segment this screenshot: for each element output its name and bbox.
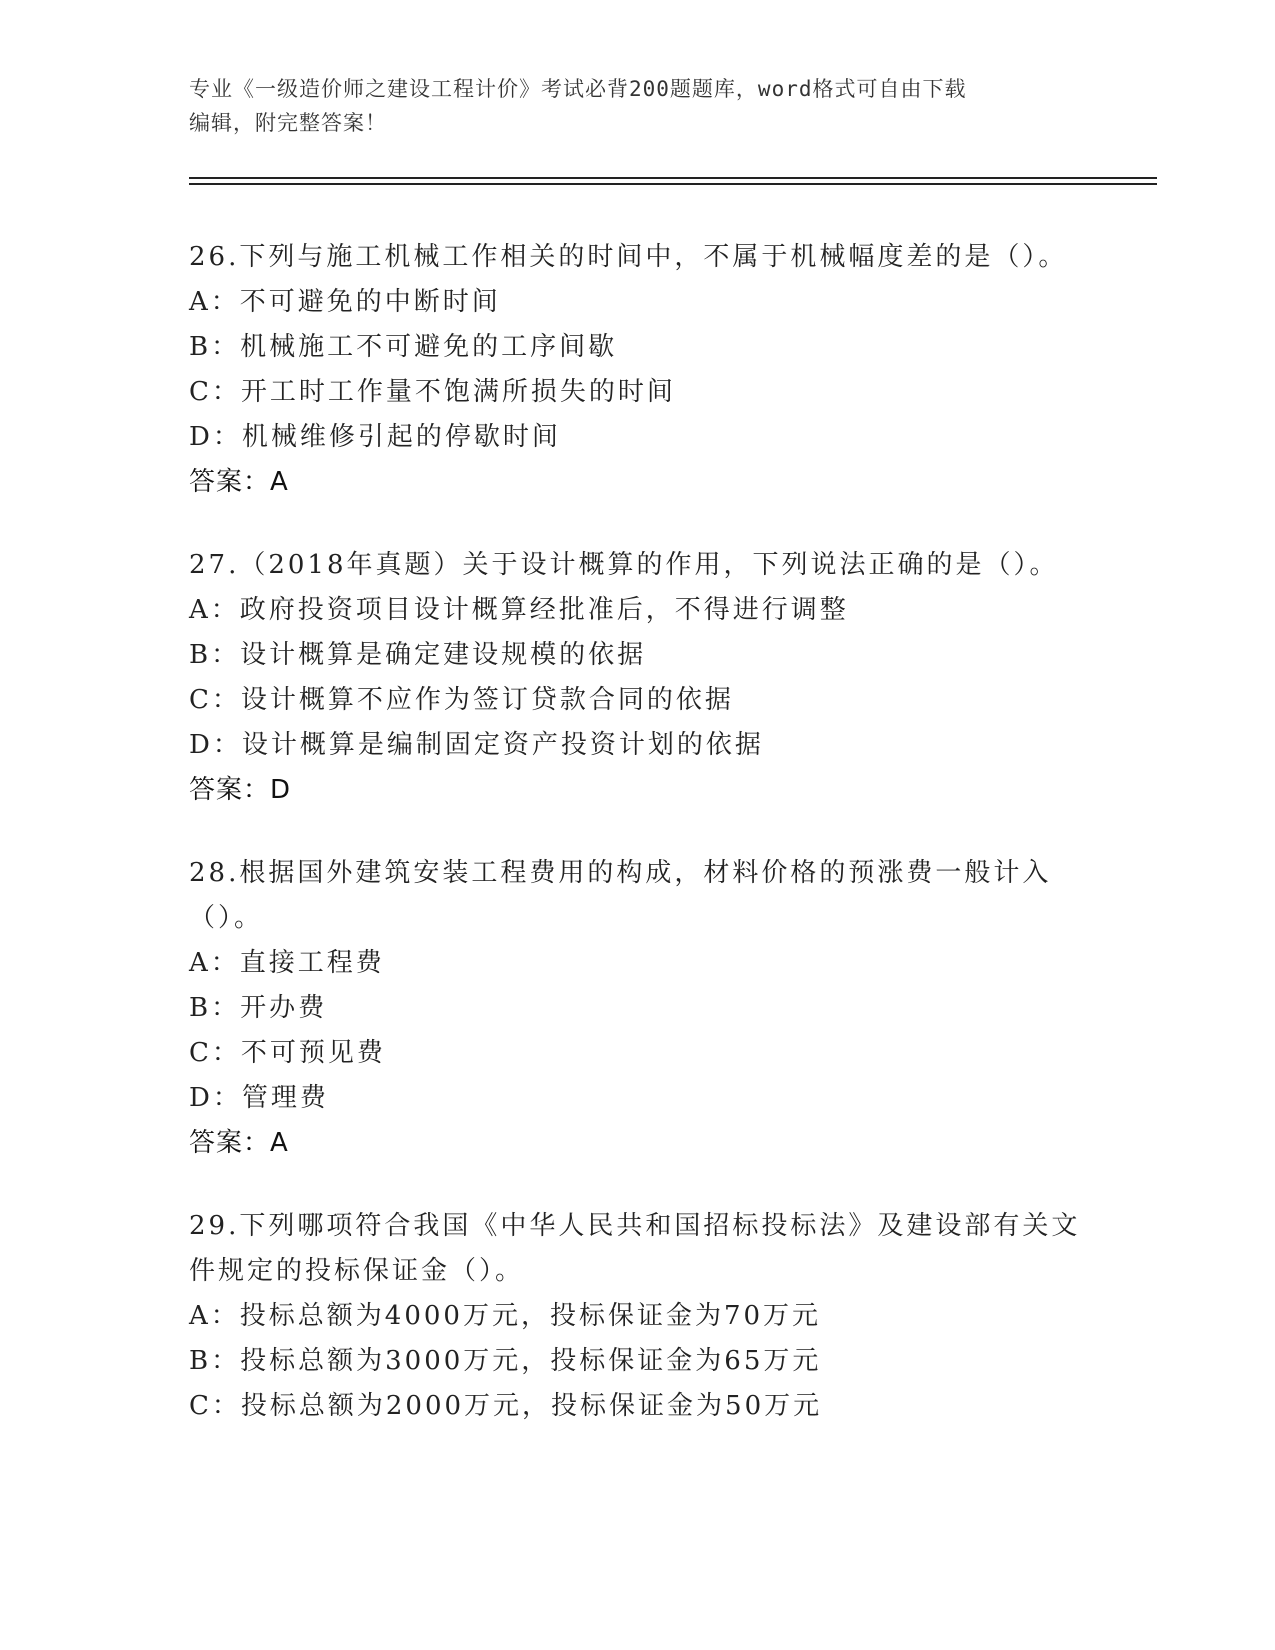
option-a: A：不可避免的中断时间 — [189, 287, 501, 317]
header-line-2: 编辑，附完整答案！ — [189, 111, 387, 135]
question-stem: 27.（2018年真题）关于设计概算的作用，下列说法正确的是（）。 — [189, 550, 1059, 580]
question-list — [189, 235, 1089, 1467]
option-a: A：直接工程费 — [189, 948, 385, 978]
option-b: B：开办费 — [189, 993, 328, 1023]
option-b: B：投标总额为3000万元，投标保证金为65万元 — [189, 1346, 822, 1376]
answer-label: 答案：A — [189, 1128, 289, 1158]
question-27 — [189, 543, 1089, 813]
question-28 — [189, 851, 1089, 1166]
option-c: C：不可预见费 — [189, 1038, 386, 1068]
question-stem: 26.下列与施工机械工作相关的时间中，不属于机械幅度差的是（）。 — [189, 242, 1068, 272]
answer-label: 答案：D — [189, 775, 292, 805]
question-stem: 29.下列哪项符合我国《中华人民共和国招标投标法》及建设部有关文件规定的投标保证金（）。 — [189, 1211, 1081, 1286]
question-26 — [189, 235, 1089, 505]
option-b: B：机械施工不可避免的工序间歇 — [189, 332, 618, 362]
header-line-1: 专业《一级造价师之建设工程计价》考试必背200题题库，word格式可自由下载 — [189, 77, 967, 101]
option-d: D：管理费 — [189, 1083, 329, 1113]
option-a: A：政府投资项目设计概算经批准后，不得进行调整 — [189, 595, 849, 625]
option-c: C：开工时工作量不饱满所损失的时间 — [189, 377, 676, 407]
answer-label: 答案：A — [189, 467, 289, 497]
question-stem: 28.根据国外建筑安装工程费用的构成，材料价格的预涨费一般计入（）。 — [189, 858, 1052, 933]
document-header — [189, 72, 1089, 140]
option-b: B：设计概算是确定建设规模的依据 — [189, 640, 647, 670]
header-divider-bottom — [189, 183, 1157, 185]
option-d: D：设计概算是编制固定资产投资计划的依据 — [189, 730, 764, 760]
option-c: C：投标总额为2000万元，投标保证金为50万元 — [189, 1391, 823, 1421]
question-29 — [189, 1204, 1089, 1429]
option-a: A：投标总额为4000万元，投标保证金为70万元 — [189, 1301, 822, 1331]
option-c: C：设计概算不应作为签订贷款合同的依据 — [189, 685, 734, 715]
header-divider-top — [189, 177, 1157, 179]
option-d: D：机械维修引起的停歇时间 — [189, 422, 561, 452]
